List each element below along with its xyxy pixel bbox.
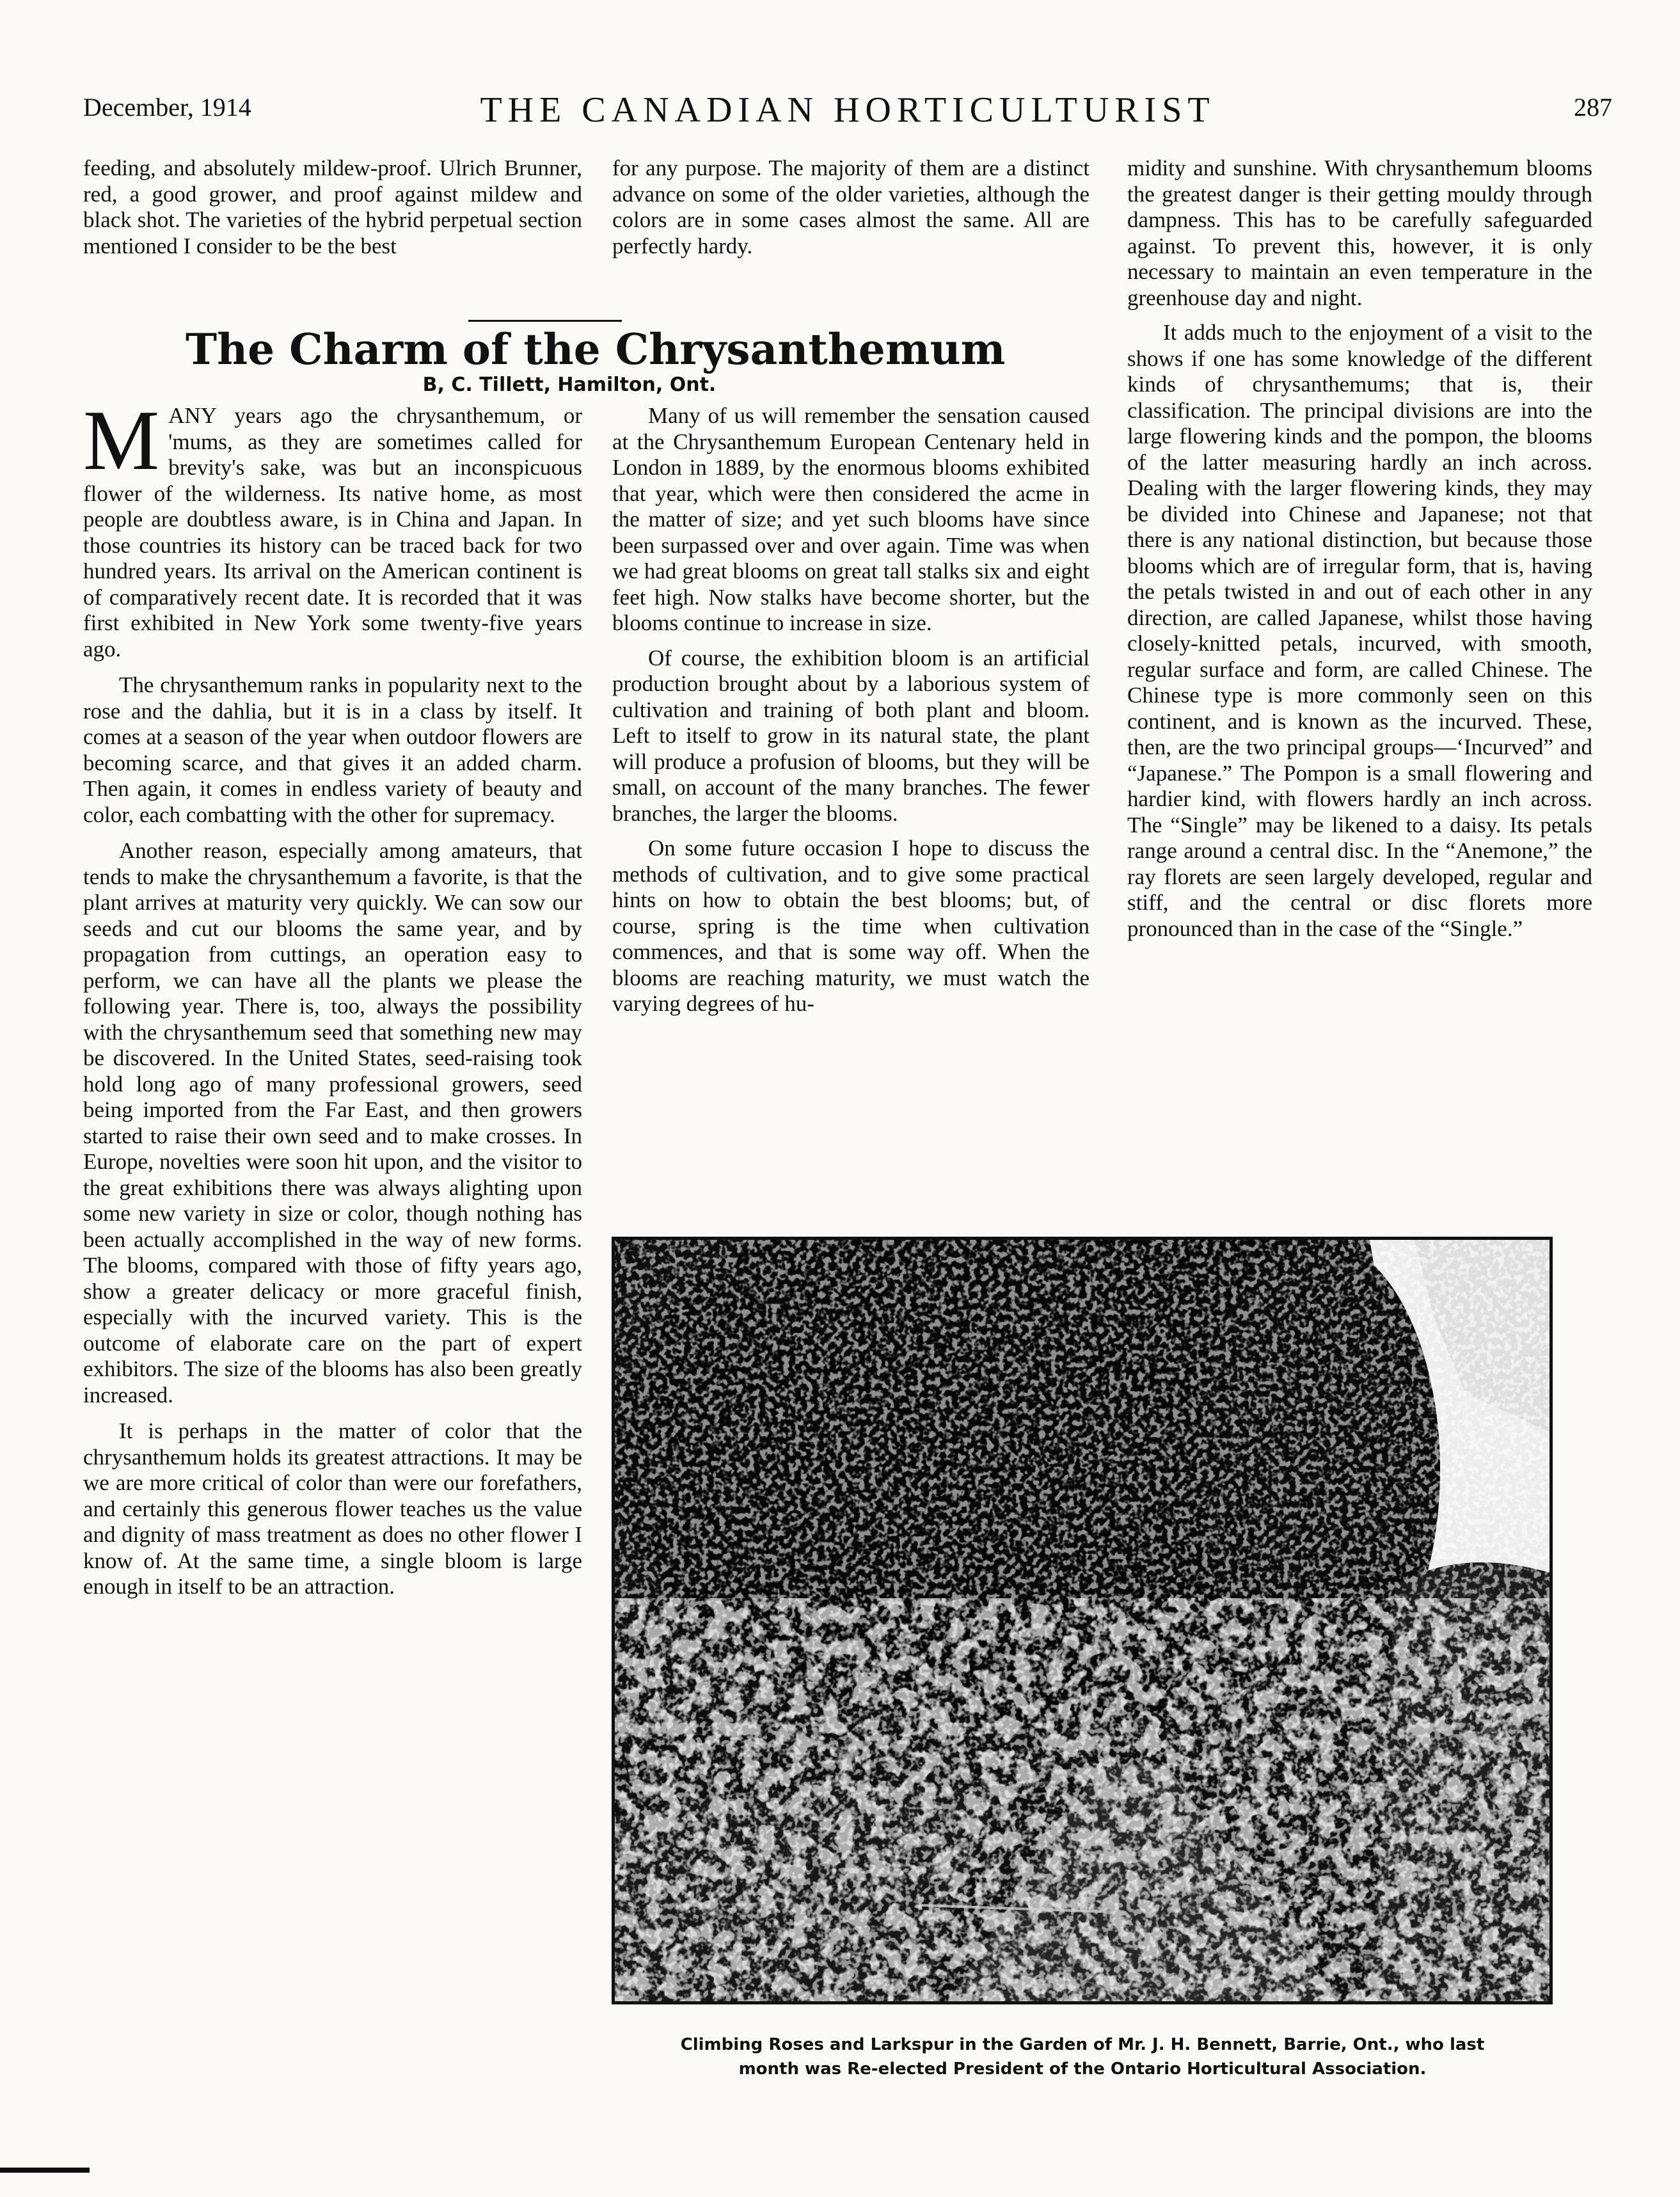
publication-title: THE CANADIAN HORTICULTURIST	[480, 90, 1216, 130]
garden-photograph	[612, 1237, 1553, 2004]
article-paragraph: It adds much to the enjoyment of a visit to the shows if one has some knowledge of the different kinds of chrysanthemums; that is, their classification. The principal divisions are into the large flowering kinds and the pompon, the blooms of the latter measuring hardly an inch across. Dealing with the larger flowering kinds, they may be divided into Chinese and Japanese; not that there is any national distinction, but because those blooms which are of irregular form, that is, having the petals twisted in and out of each other in any direction, are called Japanese, whilst those having closely-knitted petals, incurved, with smooth, regular surface and form, are called Chinese. The Chinese type is more commonly seen on this continent, and is known as the incurved. These, then, are the two principal groups—‘Incurved” and “Japanese.” The Pompon is a small flowering and hardier kind, with flowers hardly an inch across. The “Single” may be likened to a daisy. Its petals range around a central disc. In the “Anemone,” the ray florets are seen largely developed, regular and stiff, and the central or disc florets more pronounced than in the case of the “Single.”	[1127, 320, 1592, 941]
article-title: The Charm of the Chrysanthemum	[186, 324, 1006, 374]
photo-caption	[609, 2033, 1556, 2081]
article-paragraph: midity and sunshine. With chrysanthemum blooms the greatest danger is their getting mouldy through dampness. This has to be carefully safeguarded against. To prevent this, however, it is only necessary to maintain an even temperature in the greenhouse day and night.	[1127, 155, 1592, 310]
article-column-2	[612, 403, 1090, 1017]
paragraph-text: ANY years ago the chrysanthemum, or 'mums, as they are sometimes called for brevity's sake, was but an inconspicuous flower of the wilderness. Its native home, as most people are doubtless aware, is in China and Japan. In those countries its history can be traced back for two hundred years. Its arrival on the American continent is of comparatively recent date. It is recorded that it was first exhibited in New York some twenty-five years ago.	[83, 403, 582, 662]
article-column-3	[1127, 155, 1592, 942]
article-paragraph: The chrysanthemum ranks in popularity next to the rose and the dahlia, but it is in a class by itself. It comes at a season of the year when outdoor flowers are becoming scarce, and that gives it an added charm. Then again, it comes in endless variety of beauty and color, each combatting with the other for supremacy.	[83, 672, 582, 827]
article-paragraph: On some future occasion I hope to discuss the methods of cultivation, and to give some practical hints on how to obtain the best blooms; but, of course, spring is the time when cultivation commences, and that is some way off. When the blooms are reaching maturity, we must watch the varying degrees of hu-	[612, 836, 1090, 1016]
article-paragraph: It is perhaps in the matter of color that the chrysanthemum holds its greatest attractions. It may be we are more critical of color than were our forefathers, and certainly this generous flower teaches us the value and dignity of mass treatment as does no other flower I know of. At the same time, a single bloom is large enough in itself to be an attraction.	[83, 1418, 582, 1599]
page-number: 287	[1574, 93, 1612, 122]
article-paragraph	[83, 393, 582, 662]
caption-line-1: Climbing Roses and Larkspur in the Garden of Mr. J. H. Bennett, Barrie, Ont., who last	[680, 2035, 1485, 2054]
article-paragraph: Another reason, especially among amateurs, that tends to make the chrysanthemum a favorite, is that the plant arrives at maturity very quickly. We can sow our seeds and cut our blooms the same year, and by propagation from cuttings, an operation easy to perform, we can have all the plants we please the following year. There is, too, always the possibility with the chrysanthemum seed that something new may be discovered. In the United States, seed-raising took hold long ago of many professional growers, seed being imported from the Far East, and then growers started to raise their own seed and to make crosses. In Europe, novelties were soon hit upon, and the visitor to the great exhibitions there was always alighting upon some new variety in size or color, though nothing has been actually accomplished in the way of new forms. The blooms, compared with those of fifty years ago, show a greater delicacy or more graceful finish, especially with the incurved variety. This is the outcome of elaborate care on the part of expert exhibitors. The size of the blooms has also been greatly increased.	[83, 838, 582, 1408]
garden-photo-image	[615, 1240, 1549, 2001]
preceding-article-col1: feeding, and absolutely mildew-proof. Ulrich Brunner, red, a good grower, and proof against mildew and black shot. The varieties of the hybrid perpetual section mentioned I consider to be the best	[83, 155, 582, 258]
article-column-1	[83, 393, 582, 1600]
drop-cap: M	[83, 393, 160, 488]
preceding-article-col2: for any purpose. The majority of them are a distinct advance on some of the older varieties, although the colors are in some cases almost the same. All are perfectly hardy.	[612, 155, 1090, 258]
article-paragraph: Of course, the exhibition bloom is an artificial production brought about by a laborious system of cultivation and training of both plant and bloom. Left to itself to grow in its natural state, the plant will produce a profusion of blooms, but they will be small, on account of the many branches. The fewer branches, the larger the blooms.	[612, 645, 1090, 826]
article-byline: B, C. Tillett, Hamilton, Ont.	[422, 374, 717, 396]
article-divider-rule	[468, 320, 622, 322]
page-header	[83, 90, 1612, 128]
issue-date: December, 1914	[83, 93, 251, 122]
caption-line-2: month was Re-elected President of the Ontario Horticultural Association.	[738, 2059, 1427, 2079]
article-paragraph: Many of us will remember the sensation caused at the Chrysanthemum European Centenary held in London in 1889, by the enormous blooms exhibited that year, which were then considered the acme in the matter of size; and yet such blooms have since been surpassed over and over again. Time was when we had great blooms on great tall stalks six and eight feet high. Now stalks have become shorter, but the blooms continue to increase in size.	[612, 403, 1090, 635]
page-corner-mark	[0, 2168, 90, 2173]
